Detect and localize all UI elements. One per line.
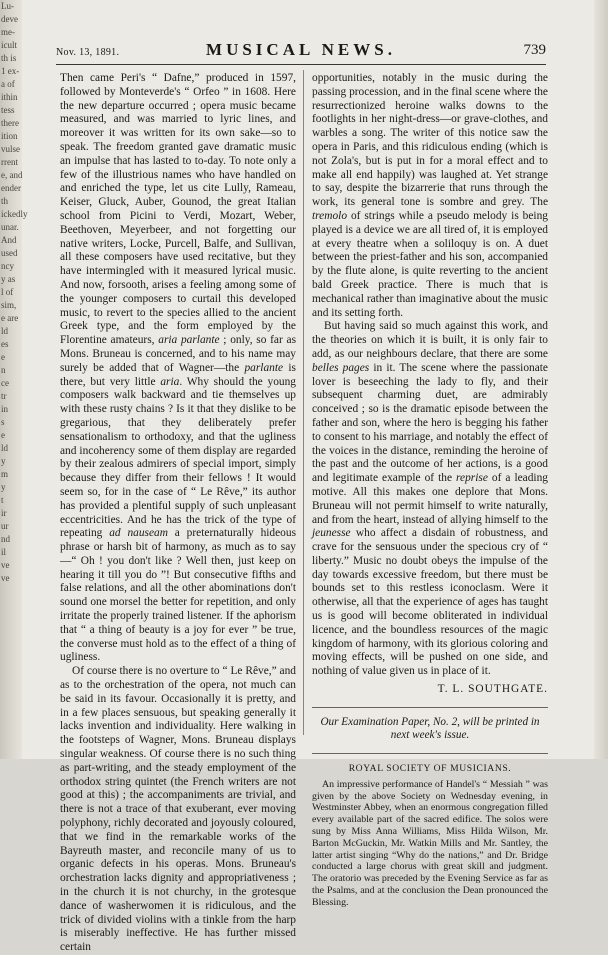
masthead-title: MUSICAL NEWS.	[206, 40, 396, 59]
column-divider	[303, 70, 304, 735]
author-signature: T. L. SOUTHGATE.	[437, 683, 548, 696]
gutter-fragment: ld	[1, 443, 9, 453]
gutter-fragment: there	[1, 118, 19, 128]
gutter-fragment: y	[1, 456, 6, 466]
gutter-fragment: ld	[1, 326, 9, 336]
gutter-fragment: sim,	[1, 300, 17, 310]
gutter-fragment: t	[1, 495, 4, 505]
gutter-fragment: vulse	[1, 144, 20, 154]
article-paragraph: But having said so much against this work, and the theories on which it is built, it is only fair to add, as our neighbours declare, that there are some belles pages in it. The scene where the passionate lover is beseeching the lady to fly, and their subsequent charming duet, are admirably conceived ; so is the dramatic episode between the father and son, where the hero is begging his father to consent to his marriage, and notably the effect of the voices in the distance, reminding the heroine of the past and the outcome of her actions, is a good and legitimate example of the reprise of a leading motive. All this makes one deplore that Mons. Bruneau will not permit himself to write naturally, and from the heart, instead of allying himself to the jeunesse who affect a disdain of robustness, and crave for the sensuous under the specious cry of “ liberty.” Music no doubt obeys the impulse of the day towards excessive freedom, but there must be bounds set to this restless iconoclasm. Were it otherwise, all that the experience of ages has taught us is good will become obliterated in individual licence, and the boundless resources of the magic kingdom of harmony, with its glorious coloring and moving effects, will be pushed on one side, and nothing of value given us in place of it.	[312, 320, 548, 678]
gutter-fragment: a of	[1, 79, 15, 89]
examination-notice: Our Examination Paper, No. 2, will be printed in next week's issue.	[320, 715, 540, 742]
gutter-fragment: s	[1, 417, 5, 427]
society-report	[312, 779, 548, 909]
gutter-fragment: m	[1, 469, 9, 479]
gutter-fragment: n	[1, 365, 6, 375]
section-rule	[312, 753, 548, 754]
page-number: 739	[523, 42, 546, 58]
gutter-fragment: 1 ex-	[1, 66, 20, 76]
header-rule	[56, 64, 546, 65]
gutter-fragment: ce	[1, 378, 9, 388]
gutter-fragment: me-	[1, 27, 15, 37]
society-heading: ROYAL SOCIETY OF MUSICIANS.	[348, 763, 512, 775]
gutter-fragment: tess	[1, 105, 15, 115]
gutter-fragment: l of	[1, 287, 14, 297]
page-edge	[594, 0, 608, 759]
gutter-fragment: e are	[1, 313, 19, 323]
gutter-fragment: rrent	[1, 157, 18, 167]
gutter-fragment: ur	[1, 521, 9, 531]
gutter-fragment: y	[1, 482, 6, 492]
gutter-fragment: Lu-	[1, 1, 14, 11]
gutter-fragment: e, and	[1, 170, 23, 180]
gutter-fragment: ve	[1, 573, 10, 583]
gutter-fragment: deve	[1, 14, 18, 24]
article-paragraph: opportunities, notably in the music during the passing procession, and in the final scene where the resurrectionized heroine walks downs to the footlights in her night-dress—or grave-clothes, and warbles a song. The writer of this notice saw the opera in Paris, and this ridiculous ending (which is not Zola's, but is put in for a moral effect and to make all end happily) was laughed at. Yet strange to say, despite the bizarrerie that runs through the work, its general tone is sombre and grey. The tremolo of strings while a pseudo melody is being played is a device we are all tired of, it is employed at every theatre when a soliloquy is on. A duet between the priest-father and his son, accompanied by the flute alone, is quite reverting to the ancient bald Greek practice. There is much that is mechanical rather than imaginative about the music and its setting forth.	[312, 72, 548, 319]
gutter-fragment: tr	[1, 391, 7, 401]
adjacent-page-gutter	[0, 0, 28, 759]
gutter-fragment: e	[1, 430, 5, 440]
gutter-fragment: es	[1, 339, 9, 349]
left-column	[60, 72, 296, 955]
article-paragraph: Of course there is no overture to “ Le Rêve,” and as to the orchestration of the opera, not much can be said in its favour. Occasionally it is pretty, and in a few places sensuous, but speaking generally it lacks invention and individuality. Here walking in the footsteps of Wagner, Mons. Bruneau displays singular weakness. Of course there is no such thing as part-writing, and the steady employment of the orthodox string quintet (the French writers are not good at this) ; the accompaniments are trivial, and there is not a trace of that exuberant, ever moving polyphony, richly decorated and joyously coloured, that we find in the remarkable works of the Bayreuth master, and reconcile many of us to organic defects in his operas. Mons. Bruneau's orchestration lacks dignity and appropriativeness ; in the church it is not churchy, in the grotesque dance of washerwomen it is ridiculous, and the trick of divided violins with a tinkle from the harp is miserably ineffective. He has further missed certain	[60, 665, 296, 954]
gutter-fragment: ition	[1, 131, 18, 141]
gutter-fragment: icult	[1, 40, 17, 50]
gutter-fragment: ithin	[1, 92, 18, 102]
article-paragraph: Then came Peri's “ Dafne,” produced in 1597, followed by Monteverde's “ Orfeo ” in 1608. Here the new departure occurred ; opera music became measured, and was married to lyric lines, and moreover it was written for its own sake—so to speak. The freedom granted gave dramatic music an impulse that has lasted to to-day. To note only a few of the illustrious names who have handled on and enriched the type, let us cite Lully, Rameau, Keiser, Gluck, Auber, Gounod, the great Italian school from Picini to Verdi, Mozart, Weber, Beethoven, Meyerbeer, and not forgetting our native writers, Locke, Purcell, Balfe, and Sullivan, all these composers have used recitative, but they have intermingled with it measured lyrical music. And now, forsooth, arises a feeling among some of the younger composers to curtail this developed music, to revert to the species allied to the ancient Greek type, and the form employed by the Florentine amateurs, aria parlante ; only, so far as Mons. Bruneau is concerned, and to his name may surely be added that of Wagner—the parlante is there, but very little aria. Why should the young composers walk backward and tie themselves up with these rusty chains ? Is it that they dislike to be gregarious, that they deliberately prefer sensationalism to orthodoxy, and that the ugliness and incoherency some of them display are regarded by their zealous admirers of special import, simply because they differ from their fellows ! It would seem so, for in the case of “ Le Rêve,” its author has provided a plentiful supply of such unpleasant eccentricities. And he has the trick of the type of repeating ad nauseam a preternaturally hideous phrase or harsh bit of harmony, as much as to say—“ Oh ! you don't like ? Well then, just keep on hearing it till you do ”! But consecutive fifths and false relations, and all the other abominations don't sound one morsel the better for repetition, and only irritate the properly trained listener. If the aphorism that “ a thing of beauty is a joy for ever ” be true, the converse must hold as to the effect of a thing of ugliness.	[60, 72, 297, 664]
page-header	[56, 40, 546, 60]
right-column	[312, 72, 548, 909]
gutter-fragment: ve	[1, 560, 10, 570]
gutter-fragment: ender	[1, 183, 21, 193]
gutter-fragment: ncy	[1, 261, 14, 271]
gutter-fragment: unar.	[1, 222, 19, 232]
society-paragraph: An impressive performance of Handel's “ Messiah ” was given by the above Society on Wednesday evening, in Westminster Abbey, when an enormous congregation filled every available part of the sacred edifice. The solos were sung by Miss Anna Williams, Miss Hilda Wilson, Mr. Barton McGuckin, Mr. Watkin Mills and Mr. Santley, the latter artist singing “Why do the nations,” and Dr. Bridge conducted a large chorus with great skill and judgment. The oratorio was preceded by the Evening Service as far as the Psalms, and at the conclusion the Dean pronounced the Blessing.	[312, 778, 548, 908]
gutter-fragment: And	[1, 235, 17, 245]
gutter-fragment: used	[1, 248, 18, 258]
gutter-fragment: il	[1, 547, 7, 557]
gutter-fragment: nd	[1, 534, 10, 544]
gutter-fragment: in	[1, 404, 9, 414]
gutter-fragment: y as	[1, 274, 16, 284]
gutter-fragment: ir	[1, 508, 7, 518]
gutter-fragment: e	[1, 352, 5, 362]
gutter-fragment: ickedly	[1, 209, 28, 219]
section-rule	[312, 707, 548, 708]
gutter-fragment: th is	[1, 53, 17, 63]
issue-date: Nov. 13, 1891.	[56, 47, 120, 58]
gutter-fragment: th	[1, 196, 9, 206]
